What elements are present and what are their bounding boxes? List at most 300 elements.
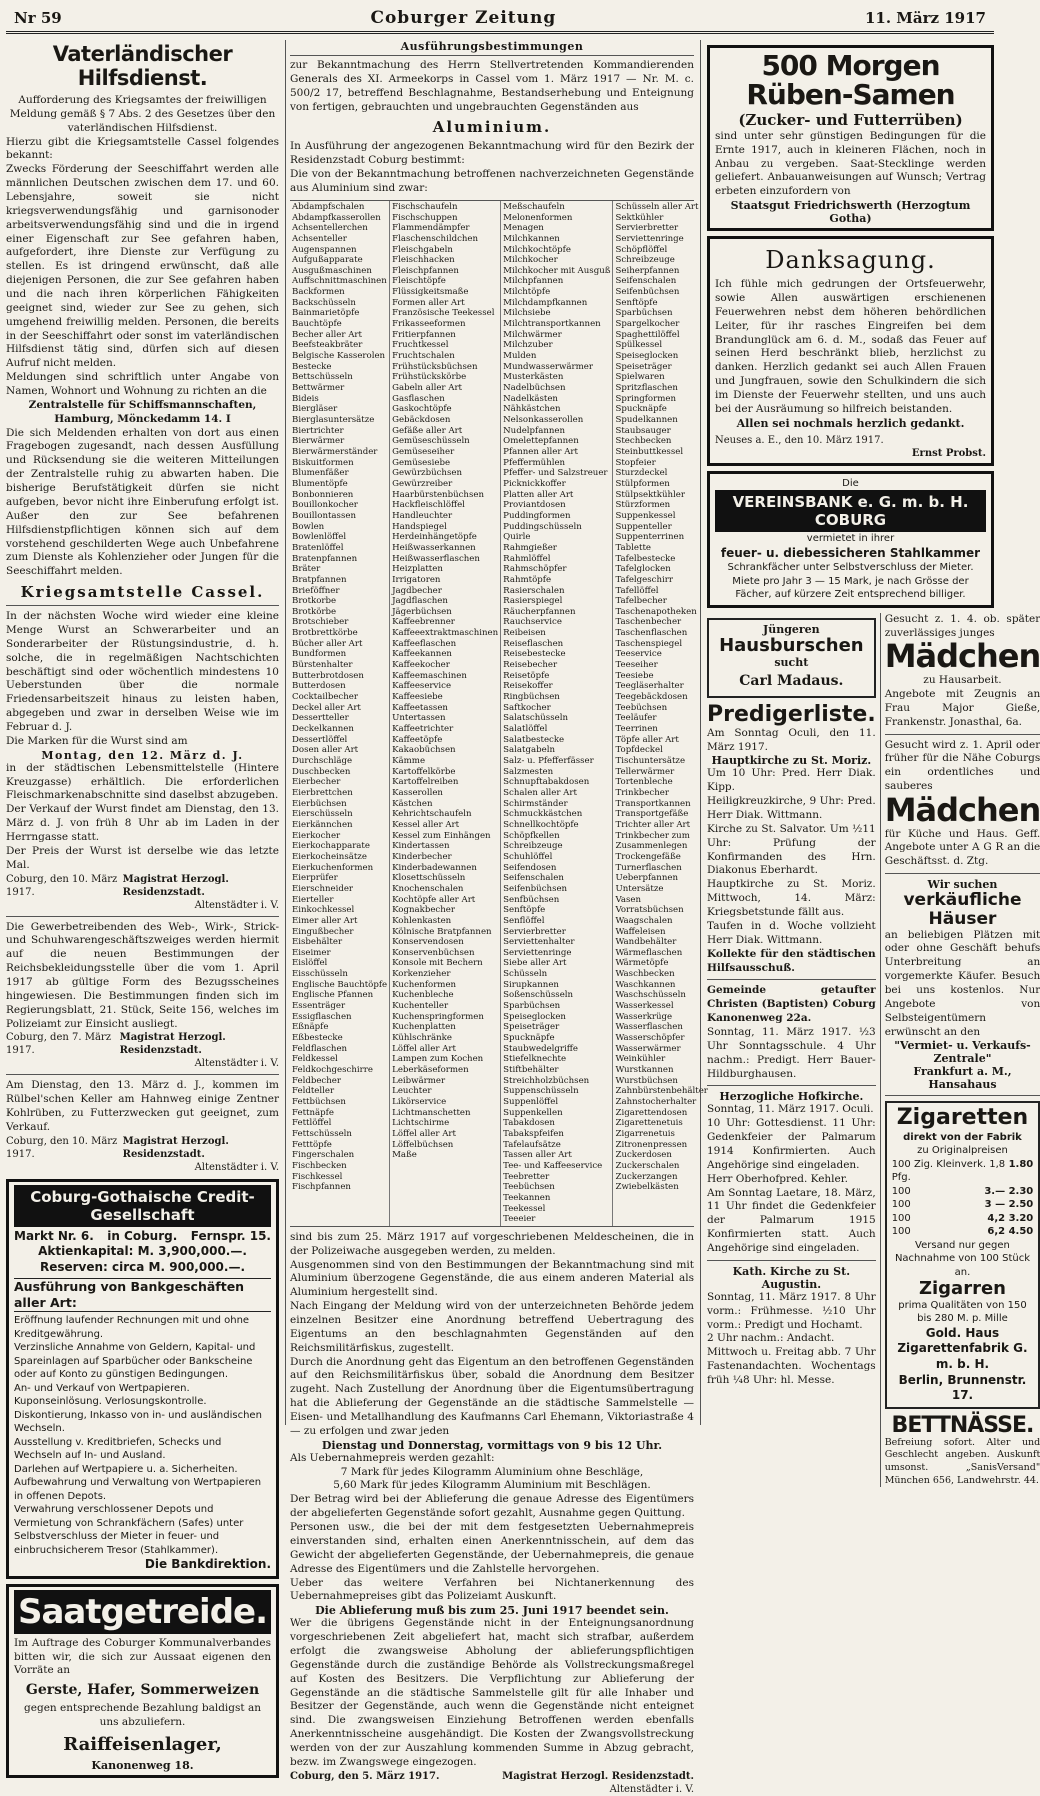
goods-item: Milchtöpfe bbox=[503, 287, 551, 298]
goods-item: Flüssigkeitsmaße bbox=[392, 287, 469, 298]
aluminium-title: Aluminium. bbox=[432, 118, 552, 137]
goods-item: Formen aller Art bbox=[392, 297, 465, 308]
pred-tauf: Taufen in d. Woche vollzieht Herr Diak. Wittmann. bbox=[707, 919, 876, 946]
goods-item: Fettnäpfe bbox=[292, 1107, 334, 1118]
wir-suchen: Wir suchen bbox=[927, 878, 998, 892]
goods-item: Frikasseeformen bbox=[392, 319, 466, 330]
goods-item: Eierkocheinsätze bbox=[292, 851, 367, 862]
alu-p12: Der Betrag wird bei der Ablieferung die genaue Adresse des Eigentümers der abgelieferten Gegenstände sofort gezahlt, Ausnahme gegen Quittung. bbox=[290, 1493, 694, 1520]
wurst-p2: Die Marken für die Wurst sind am bbox=[6, 734, 188, 747]
wurst-p5: Der Verkauf der Wurst findet am Dienstag, den 13. März d. J. von früh 8 Uhr ab im Laden in der Herrngasse statt. bbox=[6, 803, 279, 843]
bank-reserves: Reserven: circa M. 900,000.—. bbox=[39, 1260, 246, 1275]
zig-price: 1.80 bbox=[1008, 1158, 1034, 1170]
vereinsbank-title: VEREINSBANK e. G. m. b. H. COBURG bbox=[715, 490, 986, 532]
goods-item: Frühstücksbüchsen bbox=[392, 361, 478, 372]
goods-item: Musterkästen bbox=[503, 372, 564, 383]
goods-item: Rahmtöpfe bbox=[503, 574, 552, 585]
hof-3: Herr Oberhofpred. Kehler. bbox=[707, 1172, 848, 1185]
goods-item: Maße bbox=[392, 1150, 417, 1161]
goods-item: Ausgußmaschinen bbox=[292, 265, 372, 276]
credit-bank-ad bbox=[6, 1179, 279, 1579]
goods-item: Lampen zum Kochen bbox=[392, 1054, 484, 1065]
bettnaesse-title: BETTNÄSSE. bbox=[891, 1412, 1034, 1438]
goods-item: Handleuchter bbox=[392, 510, 453, 521]
hausbursche-ad bbox=[707, 618, 876, 698]
goods-item: Stiftbehälter bbox=[503, 1065, 559, 1076]
goods-item: Irrigatoren bbox=[392, 574, 441, 585]
goods-item: Vasen bbox=[615, 894, 642, 905]
zig-qty: 100 Zig. Kleinverk. 1,8 Pfg. bbox=[891, 1158, 1006, 1184]
goods-item: Biergläser bbox=[292, 404, 338, 415]
vb-l2: feuer- u. diebessicheren Stahlkammer bbox=[720, 545, 981, 560]
goods-item: Zahnbürstenbehälter bbox=[615, 1086, 708, 1097]
goods-item: Kaffeetöpfe bbox=[392, 734, 443, 745]
goods-item: Bücher aller Art bbox=[292, 638, 363, 649]
goods-item: Waffeleisen bbox=[615, 926, 666, 937]
goods-item: Rasierschalen bbox=[503, 585, 565, 596]
goods-item: Eimer aller Art bbox=[292, 915, 358, 926]
wurst-p4: in der städtischen Lebensmittelstelle (Hintere Kreuzgasse) erhältlich. Die erforderlichen Fleischmarkenabschnitte sind daselbst abzugeben. bbox=[6, 761, 279, 802]
alu-hours: Dienstag und Donnerstag, vormittags von 9 bis 12 Uhr. bbox=[321, 1438, 663, 1452]
goods-item: Haarbürstenbüchsen bbox=[392, 489, 485, 500]
kohl-signature bbox=[6, 1135, 279, 1161]
goods-item: Gemüseseiher bbox=[392, 446, 455, 457]
goods-item: Kessel zum Einhängen bbox=[392, 830, 491, 841]
column-right bbox=[700, 40, 1040, 1486]
goods-item: Durchschläge bbox=[292, 756, 353, 766]
goods-item: Streichholzbüchsen bbox=[503, 1075, 590, 1086]
goods-item: Jagdflaschen bbox=[392, 596, 448, 607]
danksagung-p2: Allen sei nochmals herzlich gedankt. bbox=[736, 416, 965, 430]
goods-item: Platten aller Art bbox=[503, 489, 574, 500]
hilfsdienst-p6: Die sich Meldenden erhalten von dort aus einen Fragebogen zugesandt, nach dessen Ausfüllung und Rücksendung sie die weiteren Mitteilungen der Zentralstelle ruhig zu abwarten haben. Die bisherige Berufstätigkeit dürfen sie nicht aufgeben, bevor nicht ihre Einberufung erfolgt ist. Außer den zur See befahrenen Hilfsdienstpflichtigen können sich auf dem vorstehend geschilderten Wege auch Unbefahrene zum Dienste als Kohlenzieher oder Jungen für die Seeschiffahrt melden. bbox=[6, 426, 279, 578]
goods-item: Kaffeetassen bbox=[392, 702, 448, 713]
goods-item: Wasserschöpfer bbox=[615, 1033, 685, 1044]
goods-item: Zuckerdosen bbox=[615, 1150, 672, 1161]
wurst-p1: In der nächsten Woche wird wieder eine kleine Menge Wurst an Schwerarbeiter und an Sonderarbeiter der Rüstungsindustrie, d. h. solche, die in regelmäßigen Nachtschichten beschäftigt sind oder wöchentlich mindestens 10 Ueberstunden über die normale Friedensarbeitszeit hinaus zu leisten haben, abgegeben und zwar in derselben Weise wie im Februar d. J. bbox=[6, 610, 279, 733]
hof-4: Am Sonntag Laetare, 18. März, 11 Uhr findet die Gedenkfeier der Palmarum 1915 Konfirmierten statt. Auch Angehörige sind eingeladen. bbox=[707, 1186, 876, 1254]
goods-item: Bowlenlöffel bbox=[292, 532, 347, 543]
goods-item: Mundwasserwärmer bbox=[503, 361, 593, 372]
goods-item: Fleischhacken bbox=[392, 255, 455, 266]
goods-item: Salatlöffel bbox=[503, 724, 548, 735]
goods-item: Seiherpfannen bbox=[615, 265, 680, 276]
goods-item: Milchdampfkannen bbox=[503, 297, 588, 308]
goods-item: Picknickkoffer bbox=[503, 478, 566, 489]
goods-item: Tabakspfeifen bbox=[503, 1128, 564, 1139]
predigerliste-title: Predigerliste. bbox=[707, 701, 876, 727]
small-ads-right bbox=[880, 613, 1040, 1487]
goods-item: Brotschieber bbox=[292, 617, 349, 628]
sign-name: Altenstädter i. V. bbox=[609, 1783, 694, 1795]
goods-item: Bräter bbox=[292, 564, 321, 575]
goods-item: Trinkbecher zum bbox=[615, 830, 690, 841]
haus-4: Carl Madaus. bbox=[739, 672, 844, 689]
zig-price: 3.— 2.30 bbox=[984, 1185, 1034, 1197]
zig-qty: 100 bbox=[891, 1199, 911, 1211]
goods-item: Klosettschüsseln bbox=[392, 873, 466, 884]
sign-authority: Magistrat Herzogl. Residenzstadt. bbox=[502, 1770, 694, 1782]
goods-item: Stülpformen bbox=[615, 478, 670, 489]
wurst-date: Montag, den 12. März d. J. bbox=[41, 748, 244, 762]
hilfsdienst-p4: Meldungen sind schriftlich unter Angabe von Namen, Wohnort und Wohnung zu richten an die bbox=[6, 371, 279, 398]
wir-3: "Vermiet- u. Verkaufs-Zentrale" bbox=[894, 1039, 1031, 1066]
goods-item: Taschenbecher bbox=[615, 617, 682, 628]
goods-item: Omelettepfannen bbox=[503, 436, 579, 447]
sign-place-date: Neuses a. E., den 10. März 1917. bbox=[715, 434, 884, 446]
goods-item: Dosen aller Art bbox=[292, 745, 359, 756]
sign-place-date: Coburg, den 5. März 1917. bbox=[290, 1770, 440, 1782]
hilfsdienst-address: Zentralstelle für Schiffsmannschaften, Hamburg, Mönckedamm 14. I bbox=[28, 398, 257, 425]
goods-item: Salzmesten bbox=[503, 766, 554, 777]
hilfsdienst-p3: Zwecks Förderung der Seeschiffahrt werden alle männlichen Deutschen zwischen dem 17. und 60. Lebensjahre, soweit sie nicht kriegsverwendungsfähig und garnisonoder arbeitsverwendungsfähig sind und die in irgend einer Eigenschaft zur See gefahren haben, aufgefordert, ihre Dienste zur Verfügung zu stellen. Es ist dringend erwünscht, daß alle diejenigen Personen, die zur See gefahren haben und die nach ihren körperlichen Fähigkeiten geeignet sind, wieder zur See zu gehen, sich umgehend freiwillig melden. Personen, die bereits in der Seeschiffahrt oder sonst im vaterländischen Hilfsdienst tätig sind, dürfen sich auf diesen Aufruf nicht melden. bbox=[6, 163, 279, 370]
goods-item: Fetttöpfe bbox=[292, 1139, 332, 1150]
alu-p3: Die von der Bekanntmachung betroffenen nachverzeichneten Gegenstände aus Aluminium sind zwar: bbox=[290, 168, 694, 195]
sign-authority: Magistrat Herzogl. Residenzstadt. bbox=[119, 1032, 226, 1057]
pred-mor1: Um 10 Uhr: Pred. Herr Diak. Kipp. bbox=[707, 767, 876, 794]
goods-item: Fleischpfannen bbox=[392, 265, 459, 276]
goods-item: Teegebäckdosen bbox=[615, 692, 688, 703]
goods-item: Schnellkochtöpfe bbox=[503, 819, 579, 830]
bank-address: Markt Nr. 6. bbox=[14, 1228, 94, 1243]
bank-service-0: Eröffnung laufender Rechnungen mit und ohne Kreditgewährung. bbox=[14, 1315, 250, 1340]
goods-item: Brotkorbe bbox=[292, 596, 337, 607]
goods-item: Fleischgabeln bbox=[392, 244, 453, 255]
goods-item: Tischuntersätze bbox=[615, 756, 686, 766]
goods-item: Fischbecken bbox=[292, 1160, 347, 1171]
pred-hk: Heiligkreuzkirche, 9 Uhr: Pred. Herr Diak. Wittmann. bbox=[707, 795, 876, 822]
bank-service-3: Kuponseinlösung. Verlosungskontrolle. Diskontierung, Inkasso von in- und ausländischen Wechseln. bbox=[14, 1396, 262, 1435]
gesucht-1-c: Angebote mit Zeugnis an Frau Major Gieße, Frankenstr. Jonasthal, 6a. bbox=[884, 687, 1040, 728]
credit-bank-address bbox=[14, 1229, 271, 1245]
zig-qty: 100 bbox=[891, 1185, 911, 1197]
goods-item: Heißwasserflaschen bbox=[392, 553, 480, 564]
haus-1: Jüngeren bbox=[763, 622, 820, 636]
goods-item: Feldteller bbox=[292, 1086, 335, 1097]
goods-item: Eierteller bbox=[292, 894, 334, 905]
goods-item: Französische Teekessel bbox=[392, 308, 495, 319]
goods-item: Senfbüchsen bbox=[503, 894, 560, 905]
goods-item: Stürzformen bbox=[615, 500, 671, 511]
goods-item: Seifenschalen bbox=[503, 873, 564, 884]
goods-item: Löffelbüchsen bbox=[392, 1139, 454, 1150]
goods-item: Spülkessel bbox=[615, 340, 663, 351]
goods-item: Gebäckdosen bbox=[392, 415, 451, 425]
alu-signature bbox=[290, 1770, 694, 1783]
hilfsdienst-signature: Kriegsamtstelle Cassel. bbox=[20, 583, 265, 602]
goods-item: Bouillontassen bbox=[292, 510, 356, 521]
saat-p1: Im Auftrage des Coburger Kommunalverbandes bitten wir, die sich zur Aussaat eigenen den Vorräte an bbox=[14, 1636, 271, 1677]
goods-item: Kinderbadewannen bbox=[392, 862, 477, 873]
small-ads-left bbox=[707, 613, 876, 1487]
goods-item: Kehrichtschaufeln bbox=[392, 809, 472, 820]
goods-item: Tafelgeschirr bbox=[615, 574, 673, 585]
goods-item: Biertrichter bbox=[292, 425, 344, 436]
goods-item: Waschkannen bbox=[615, 979, 676, 990]
goods-item: Likörservice bbox=[392, 1097, 447, 1107]
goods-item: Auffschnittmaschinen bbox=[292, 276, 387, 287]
goods-item: Serviettenringe bbox=[615, 233, 684, 244]
goods-item: Nadelbüchsen bbox=[503, 383, 566, 394]
goods-item: Feldflaschen bbox=[292, 1043, 348, 1054]
goods-item: Steinbuttkessel bbox=[615, 446, 684, 457]
danksagung-title: Danksagung. bbox=[765, 246, 936, 275]
goods-item: Serviettenhalter bbox=[503, 937, 575, 948]
bank-direction: Die Bankdirektion. bbox=[144, 1557, 271, 1572]
goods-item: Bainmarietöpfe bbox=[292, 308, 360, 319]
newspaper-title: Coburger Zeitung bbox=[370, 7, 557, 28]
goods-item: Flaschenschildchen bbox=[392, 233, 479, 244]
hofkirche-head: Herzogliche Hofkirche. bbox=[719, 1090, 864, 1104]
goods-item: Jägerbüchsen bbox=[392, 606, 452, 617]
issue-date: 11. März 1917 bbox=[864, 8, 986, 27]
goods-item: Bierglasuntersätze bbox=[292, 415, 375, 425]
small-ads bbox=[707, 612, 1040, 1487]
ruebensamen-p1: sind unter sehr günstigen Bedingungen für die Ernte 1917, auch in kleineren Flächen, noch in Anbau zu vergeben. Saat-Stecklinge werden geliefert. Anbauanweisungen auf Wunsch; Vertrag erbeten einzufordern von bbox=[715, 129, 986, 198]
goods-item: Eiseimer bbox=[292, 947, 331, 958]
goods-item: Teesiebe bbox=[615, 670, 654, 681]
kath-1: Sonntag, 11. März 1917. 8 Uhr vorm.: Frühmesse. ½10 Uhr vorm.: Predigt und Hochamt. bbox=[707, 1290, 876, 1331]
goods-item: Teerrinen bbox=[615, 724, 658, 735]
goods-item: Bratenlöffel bbox=[292, 542, 344, 553]
goods-item: Blumenfäßer bbox=[292, 468, 349, 479]
wir-2: an beliebigen Plätzen mit oder ohne Geschäft behufs Unterbreitung an vorgemerkte Käufer. Besuch bei uns kostenlos. Nur Angebote von Selbsteigentümern erwünscht an den bbox=[884, 928, 1040, 1038]
zig-qty: 100 bbox=[891, 1212, 911, 1224]
goods-item: Suppenschüsseln bbox=[503, 1086, 579, 1097]
goods-item: Eierbüchsen bbox=[292, 798, 347, 809]
goods-item: Kaffeeflaschen bbox=[392, 638, 457, 649]
goods-item: Schüsseln bbox=[503, 969, 548, 980]
hilfsdienst-p2: Hierzu gibt die Kriegsamtstelle Cassel folgendes bekannt: bbox=[6, 135, 279, 162]
zig-gold: Gold. Haus Zigarettenfabrik G. m. b. H. bbox=[897, 1325, 1028, 1372]
goods-item: Deckelkannen bbox=[292, 724, 354, 735]
goods-column bbox=[290, 201, 390, 1226]
goods-item: Bouillonkocher bbox=[292, 500, 358, 511]
goods-item: Kaffeeextraktmaschinen bbox=[392, 628, 499, 639]
goods-item: Kühlschränke bbox=[392, 1033, 452, 1044]
goods-item: Speiseträger bbox=[503, 1022, 560, 1033]
goods-item: Transportkannen bbox=[615, 798, 691, 809]
goods-item: Milchzuber bbox=[503, 340, 553, 351]
goods-item: Sparbüchsen bbox=[615, 308, 673, 319]
sign-place-date: Coburg, den 10. März 1917. bbox=[6, 1135, 118, 1160]
zig-price: 3 — 2.50 bbox=[984, 1199, 1034, 1211]
goods-item: Gemüsesiebe bbox=[392, 457, 451, 468]
sign-name: Altenstädter i. V. bbox=[194, 899, 279, 911]
goods-item: Cocktailbecher bbox=[292, 692, 358, 703]
goods-item: Rahmschöpfer bbox=[503, 564, 567, 575]
goods-item: Schöpflöffel bbox=[615, 244, 668, 255]
haus-3: sucht bbox=[774, 655, 809, 669]
goods-item: Feldkochgeschirre bbox=[292, 1065, 373, 1076]
goods-item: Wasserwärmer bbox=[615, 1043, 681, 1054]
sign-place-date: Coburg, den 7. März 1917. bbox=[6, 1032, 111, 1057]
gesucht-2: Gesucht wird z. 1. April oder früher für die Nähe Coburgs ein ordentliches und sauberes bbox=[884, 738, 1040, 793]
goods-item: Stiefelknechte bbox=[503, 1054, 567, 1065]
bapt-p: Sonntag, 11. März 1917. ½3 Uhr Sonntagsschule. 4 Uhr nachm.: Predigt. Herr Bauer-Hildburghausen. bbox=[707, 1025, 876, 1080]
vb-die: Die bbox=[842, 477, 859, 489]
goods-item: Wurstkannen bbox=[615, 1065, 674, 1076]
goods-item: Nelsonkasserollen bbox=[503, 415, 584, 425]
goods-item: Sturzdeckel bbox=[615, 468, 668, 479]
zig-z2a: prima Qualitäten von 150 bis 280 M. p. Mille bbox=[898, 1299, 1027, 1325]
goods-item: Zwiebelkästen bbox=[615, 1182, 679, 1193]
zig-row bbox=[892, 1225, 1034, 1239]
goods-item: Töpfe aller Art bbox=[615, 734, 679, 745]
goods-item: Zitronenpressen bbox=[615, 1139, 688, 1150]
goods-item: Feldkessel bbox=[292, 1054, 338, 1065]
goods-item: Eierbrettchen bbox=[292, 787, 353, 798]
goods-item: Spielwaren bbox=[615, 372, 665, 383]
bettnaesse-p1: Befreiung sofort. Alter und Geschlecht angeben. Auskunft umsonst. „SanisVersand" München 656, Landwehrstr. 44. bbox=[884, 1436, 1040, 1486]
goods-item: Reisebestecke bbox=[503, 649, 566, 660]
goods-column bbox=[390, 201, 501, 1226]
goods-item: Schreibzeuge bbox=[503, 841, 563, 852]
goods-item: Reisekoffer bbox=[503, 681, 553, 692]
goods-item: Eierschüsseln bbox=[292, 809, 353, 820]
saat-raiffeisen: Raiffeisenlager, bbox=[63, 1734, 222, 1756]
goods-item: Bonbonnieren bbox=[292, 489, 354, 500]
goods-item: Untersätze bbox=[615, 883, 664, 894]
goods-item: Taschenspiegel bbox=[615, 638, 683, 649]
zig-qty: 100 bbox=[891, 1226, 911, 1238]
goods-item: Kochtöpfe aller Art bbox=[392, 894, 476, 905]
goods-item: Zusammenlegen bbox=[615, 841, 688, 852]
zig-z2: Zigarren bbox=[918, 1278, 1006, 1300]
alu-p1: zur Bekanntmachung des Herrn Stellvertretenden Kommandierenden Generals des XI. Armeekorps in Cassel vom 1. März 1917 — Nr. M. c. 500/2 17, betreffend Beschlagnahme, Bestandserhebung und Enteignung von fertigen, gebrauchten und ungebrauchten Gegenständen aus bbox=[290, 59, 694, 113]
goods-item: Tafelbestecke bbox=[615, 553, 676, 564]
goods-item: Kakaobüchsen bbox=[392, 745, 456, 756]
goods-item: Saftkocher bbox=[503, 702, 551, 713]
alu-price-2: 5,60 Mark für jedes Kilogramm Aluminium mit Beschlägen. bbox=[333, 1479, 651, 1492]
goods-item: Suppenlöffel bbox=[503, 1097, 559, 1107]
zig-row bbox=[892, 1158, 1034, 1185]
goods-item: Wärmeflaschen bbox=[615, 947, 683, 958]
saatgetreide-ad bbox=[6, 1584, 279, 1778]
alu-p2: In Ausführung der angezogenen Bekanntmachung wird für den Bezirk der Residenzstadt Coburg bestimmt: bbox=[290, 140, 694, 167]
goods-item: Kuchenbleche bbox=[392, 990, 454, 1001]
goods-item: Milchtransportkannen bbox=[503, 319, 601, 330]
goods-item: Salz- u. Pfefferfässer bbox=[503, 756, 594, 766]
goods-item: Milchkocher bbox=[503, 255, 558, 266]
goods-item: Bettschüsseln bbox=[292, 372, 353, 383]
alu-p6: Nach Eingang der Meldung wird von der unterzeichneten Behörde jedem einzelnen Besitzer eine Anordnung betreffend Uebertragung des Eigentums an den beschlagnahmten Gegenständen auf den Reichsmilitärfiskus, zugestellt. bbox=[290, 1300, 694, 1354]
bank-capital: Aktienkapital: M. 3,900,000.—. bbox=[38, 1244, 247, 1259]
alu-p9: Als Uebernahmepreis werden gezahlt: bbox=[290, 1451, 495, 1464]
goods-item: Spritzflaschen bbox=[615, 383, 678, 394]
goods-item: Kognakbecher bbox=[392, 905, 455, 916]
column-middle bbox=[290, 40, 708, 1795]
goods-item: Brieföffner bbox=[292, 585, 340, 596]
goods-item: Schüsseln aller Art bbox=[615, 201, 699, 212]
goods-item: Abdampfkasserollen bbox=[292, 212, 381, 223]
goods-item: Speiseglocken bbox=[503, 1011, 566, 1022]
gesucht-2-title: Mädchen bbox=[884, 790, 1040, 829]
zig-price: 6,2 4.50 bbox=[987, 1226, 1034, 1238]
aluminium-heading: Ausführungsbestimmungen bbox=[290, 40, 694, 56]
goods-item: Kaffeekannen bbox=[392, 649, 452, 660]
sign-name: Altenstädter i. V. bbox=[194, 1161, 279, 1173]
goods-item: Leibwärmer bbox=[392, 1075, 446, 1086]
zig-row bbox=[892, 1212, 1034, 1226]
goods-item: Konservenbüchsen bbox=[392, 947, 475, 958]
goods-item: Spudelkannen bbox=[615, 415, 678, 425]
goods-item: Spaghettilöffel bbox=[615, 329, 680, 340]
goods-item: Milchkannen bbox=[503, 233, 560, 244]
goods-item: Bettwärmer bbox=[292, 383, 345, 394]
goods-item: Reisebecher bbox=[503, 660, 558, 671]
pred-moriz: Hauptkirche zu St. Moriz. bbox=[711, 754, 872, 768]
goods-item: Topfdeckel bbox=[615, 745, 663, 756]
goods-item: Siebe aller Art bbox=[503, 958, 567, 969]
gesucht-1: Gesucht z. 1. 4. ob. später zuverlässiges junges bbox=[884, 612, 1040, 639]
sign-authority: Magistrat Herzogl. Residenzstadt. bbox=[122, 873, 229, 898]
goods-item: Stechbecken bbox=[615, 436, 672, 447]
goods-item: Sektkühler bbox=[615, 212, 664, 223]
hof-2: 10 Uhr: Gottesdienst. 11 Uhr: Gedenkfeier der Palmarum 1914 Konfirmierten. Auch Angehörige sind eingeladen. bbox=[707, 1117, 876, 1171]
bank-service-2: An- und Verkauf von Wertpapieren. bbox=[14, 1382, 190, 1394]
goods-item: Taschenapotheken bbox=[615, 606, 697, 617]
pred-mor2: Hauptkirche zu St. Moriz. Mittwoch, 14. März: Kriegsbetstunde fällt aus. bbox=[707, 878, 876, 919]
alu-p7: Durch die Anordnung geht das Eigentum an den betroffenen Gegenständen auf den Reichsmilitärfiskus über, sobald die Anordnung dem Besitzer zugeht. Nach Zustellung der Anordnung über die Eigentumsübertragung hat die Ablieferung der Gegenstände an die städtische Sammelstelle — Eisen- und Metallhandlung des Kaufmanns Carl Ehemann, Viktoriastraße 4 — zu erfolgen und zwar jeden bbox=[290, 1355, 694, 1437]
goods-item: Zigarettendosen bbox=[615, 1107, 688, 1118]
goods-item: Backschüsseln bbox=[292, 297, 356, 308]
sign-place-date: Coburg, den 10. März 1917. bbox=[6, 873, 118, 898]
goods-item: Eierbecher bbox=[292, 777, 341, 788]
goods-item: Seifenbüchsen bbox=[503, 883, 568, 894]
goods-item: Korkenzieher bbox=[392, 969, 451, 980]
goods-item: Speiseglocken bbox=[615, 351, 679, 362]
goods-item: Zahnstocherhalter bbox=[615, 1097, 697, 1107]
goods-item: Eierkochapparate bbox=[292, 841, 370, 852]
goods-item: Rahmgießer bbox=[503, 542, 557, 553]
bank-services-head: Ausführung von Bankgeschäften aller Art: bbox=[14, 1278, 271, 1313]
goods-item: Duschbecken bbox=[292, 766, 351, 777]
goods-item: Teeservice bbox=[615, 649, 662, 660]
goods-item: Deckel aller Art bbox=[292, 702, 361, 713]
bank-service-7: Verwahrung verschlossener Depots und Vermietung von Schrankfächern (Safes) unter Selbstverschluss der Mieter in feuer- und einbruchsicherem Tresor (Stahlkammer). bbox=[14, 1504, 244, 1556]
goods-item: Achsenteller bbox=[292, 233, 347, 244]
goods-item: Tafelbecher bbox=[615, 596, 667, 607]
goods-item: Herdeinhängetöpfe bbox=[392, 532, 477, 543]
goods-item: Zuckerzangen bbox=[615, 1171, 678, 1182]
goods-item: Bideis bbox=[292, 393, 319, 404]
goods-item: Spucknäpfe bbox=[503, 1033, 555, 1044]
goods-item: Senftöpfe bbox=[615, 297, 658, 308]
goods-item: Bratpfannen bbox=[292, 574, 347, 585]
goods-item: Dessertlöffel bbox=[292, 734, 348, 745]
goods-item: Senflöffel bbox=[503, 915, 545, 926]
goods-item: Jagdbecher bbox=[392, 585, 442, 596]
masthead bbox=[6, 4, 994, 34]
goods-item: Kuchenteller bbox=[392, 1001, 449, 1012]
goods-item: Butterdosen bbox=[292, 681, 346, 692]
kath-3: Mittwoch u. Freitag abb. 7 Uhr Fastenandachten. Wochentags früh ¼8 Uhr: hl. Messe. bbox=[707, 1346, 876, 1386]
goods-item: Eßnäpfe bbox=[292, 1022, 329, 1033]
goods-item: Wasserflaschen bbox=[615, 1022, 683, 1033]
goods-item: Aufgußapparate bbox=[292, 255, 363, 266]
goods-item: Bierwärmerständer bbox=[292, 446, 378, 457]
goods-item: Sparbüchsen bbox=[503, 1001, 561, 1012]
goods-item: Salatbestecke bbox=[503, 734, 565, 745]
alu-p4: sind bis zum 25. März 1917 auf vorgeschriebenen Meldescheinen, die in der Polizeiwache ausgegeben werden, zu melden. bbox=[290, 1230, 694, 1257]
goods-item: Kaffeekocher bbox=[392, 660, 450, 671]
goods-item: Schnupftabakdosen bbox=[503, 777, 590, 788]
kohl-p1: Am Dienstag, den 13. März d. J., kommen im Rülbel'schen Keller am Hahnweg einige Zentner Kohlrüben, zu Futterzwecken gut geeignet, zum Verkauf. bbox=[6, 1079, 279, 1133]
wir-4: Frankfurt a. M., Hansahaus bbox=[913, 1065, 1012, 1092]
goods-item: Stopfeier bbox=[615, 457, 656, 468]
goods-item: Eingußbecher bbox=[292, 926, 354, 937]
